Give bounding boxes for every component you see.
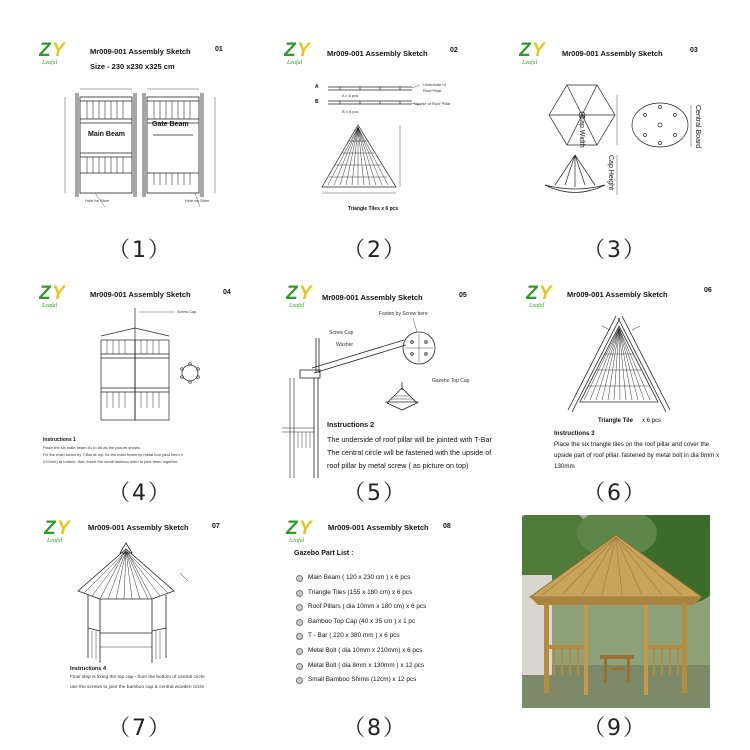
svg-text:Y: Y <box>52 283 65 304</box>
panel-7 <box>40 513 250 713</box>
main-beam-label: Main Beam <box>88 131 125 138</box>
sketch-title: Mr009-001 Assembly Sketch <box>328 523 429 532</box>
sketch-title: Mr009-001 Assembly Sketch <box>327 49 428 58</box>
instruction-line-1: Place the six triangle tiles on the roof pillar and cover the <box>554 441 710 448</box>
sketch-number: 07 <box>212 523 220 530</box>
sketch-title: Mr009-001 Assembly Sketch <box>562 49 663 58</box>
gazebo-photo <box>522 515 710 708</box>
central-board-label: Central Board <box>694 105 701 149</box>
caption-5: （5） <box>343 481 407 506</box>
sketch-title: Mr009-001 Assembly Sketch <box>90 290 191 299</box>
list-item: Main Beam ( 120 x 230 cm ) x 6 pcs <box>296 571 426 586</box>
sketch-number: 05 <box>459 292 467 299</box>
svg-text:Y: Y <box>52 40 65 61</box>
instruction-line-1: Place the six main beam #1 to #6 as the picture shows. <box>43 445 141 450</box>
svg-text:Leafal: Leafal <box>42 60 58 65</box>
sketch-title: Mr009-001 Assembly Sketch <box>567 290 668 299</box>
screw-cap-label: Screw Cap <box>177 309 197 314</box>
washer-label: Washer <box>336 342 354 348</box>
svg-text:Leafal: Leafal <box>42 303 58 308</box>
a-count-label: A x 6 pcs <box>342 93 359 98</box>
list-item: Roof Pillars ( dia 10mm x 180 cm) x 6 pcs <box>296 600 426 615</box>
sketch-title: Mr009-001 Assembly Sketch <box>88 523 189 532</box>
svg-text:Z: Z <box>526 283 538 304</box>
instruction-line-3: 130mm <box>554 463 575 469</box>
fasten-by-screw-label: Fasten by Screw here <box>379 311 428 317</box>
instruction-line-2: use the screws to joint the bamboo cap & central wooden circle <box>70 685 205 690</box>
triangle-tiles-label: Triangle Tiles x 6 pcs <box>348 206 399 212</box>
svg-text:Leafal: Leafal <box>289 538 305 543</box>
panel-1 <box>35 35 245 235</box>
sketch-title: Mr009-001 Assembly Sketch <box>322 293 423 302</box>
zy-logo-icon <box>286 517 320 543</box>
caption-3: （3） <box>583 238 647 263</box>
sketch-number: 02 <box>450 47 458 54</box>
svg-text:Leafal: Leafal <box>289 303 305 308</box>
caption-4: （4） <box>108 481 172 506</box>
caption-7: （7） <box>108 716 172 741</box>
upside-label: Upside of Roof Pillar <box>414 101 451 106</box>
panel-6 <box>522 278 732 478</box>
sketch-title: Mr009-001 Assembly Sketch <box>90 47 191 56</box>
sketch-number: 01 <box>215 46 223 53</box>
label-a: A <box>315 84 319 90</box>
gazebo-top-cap-label: Gazebo Top Cap <box>432 378 470 384</box>
instruction-line-2: upside part of roof pillar. fastened by metal bolt in dia 8mm x <box>554 452 720 459</box>
instruction-line-2: Fix the main beam by T-Bar at top. fix the main beam by metal bolt (dia10mm x <box>43 452 183 457</box>
instructions-heading: Instructions 3 <box>554 430 595 437</box>
svg-text:Leafal: Leafal <box>287 60 303 65</box>
instruction-line-2: The central circle will be fastened with the upside of <box>327 448 492 457</box>
sketch-number: 06 <box>704 287 712 294</box>
list-item: Metal Bolt ( dia 8mm x 130mm ) x 12 pcs <box>296 659 426 674</box>
list-item: Triangle Tiles (155 x 180 cm) x 6 pcs <box>296 586 426 601</box>
svg-text:Z: Z <box>286 283 298 304</box>
instruction-line-3: roof pillar by metal screw ( as picture on top) <box>327 461 469 470</box>
hole-for-shim-right: Hole for Shim <box>185 198 210 203</box>
instructions-heading: Instructions 2 <box>327 420 375 429</box>
caption-8: （8） <box>343 716 407 741</box>
svg-text:Y: Y <box>297 40 310 61</box>
list-item: Bamboo Top Cap (40 x 35 cm ) x 1 pc <box>296 615 426 630</box>
svg-text:Z: Z <box>39 283 51 304</box>
parts-list <box>296 571 426 688</box>
roof-pillar-drawing <box>280 35 490 235</box>
roof-pillar-label: Roof Pillar <box>423 88 442 93</box>
instruction-line-1: Final step is fixing the top cap - from the bottom of central circle <box>70 675 205 680</box>
list-item: Small Bamboo Shims (12cm) x 12 pcs <box>296 673 426 688</box>
instructions-heading: Instructions 1 <box>43 437 76 443</box>
list-item: T - Bar ( 220 x 380 mm ) x 6 pcs <box>296 629 426 644</box>
panel-3 <box>515 35 725 235</box>
svg-text:Z: Z <box>39 40 51 61</box>
sketch-number: 08 <box>443 523 451 530</box>
panel-2 <box>280 35 490 235</box>
sketch-number: 04 <box>223 289 231 296</box>
svg-text:Y: Y <box>57 518 70 539</box>
caption-6: （6） <box>583 481 647 506</box>
svg-text:Z: Z <box>286 518 298 539</box>
panel-5 <box>282 278 492 478</box>
cap-width-label: Cap Width <box>578 115 585 148</box>
svg-text:Z: Z <box>519 40 531 61</box>
instruction-line-3: 210mm) at bottom. then insert the small bamboo shim to joint them together. <box>43 459 179 464</box>
screw-cap-label: Screw Cap <box>329 330 354 336</box>
parts-list-title: Gazebo Part List : <box>294 550 354 557</box>
panel-8 <box>282 513 492 713</box>
sketch-number: 03 <box>690 47 698 54</box>
svg-text:Leafal: Leafal <box>47 538 63 543</box>
hole-for-shim-left: Hole for Shim <box>85 198 110 203</box>
svg-text:Y: Y <box>539 283 552 304</box>
cap-height-label: Cap Height <box>607 155 614 191</box>
caption-2: （2） <box>343 238 407 263</box>
b-count-label: B x 6 pcs <box>342 109 359 114</box>
svg-text:Y: Y <box>299 518 312 539</box>
completed-gazebo-drawing <box>40 513 250 713</box>
gazebo-photo-illustration <box>522 515 710 708</box>
triangle-tile-label: Triangle Tile <box>598 418 633 424</box>
instructions-heading: Instructions 4 <box>70 666 107 672</box>
list-item: Metal Bolt ( dia 10mm x 210mm) x 6 pcs <box>296 644 426 659</box>
label-b: B <box>315 99 319 105</box>
svg-text:Y: Y <box>532 40 545 61</box>
caption-1: （1） <box>108 238 172 263</box>
svg-text:Z: Z <box>284 40 296 61</box>
triangle-tile-count: x 6 pcs <box>642 418 662 424</box>
size-label: Size - 230 x230 x325 cm <box>90 62 175 71</box>
svg-text:Y: Y <box>299 283 312 304</box>
caption-9: （9） <box>583 716 647 741</box>
svg-text:Leafal: Leafal <box>529 303 545 308</box>
main-beam-drawing <box>35 35 245 235</box>
panel-4 <box>35 278 245 478</box>
instruction-line-1: The underside of roof pillar will be jointed with T-Bar <box>327 435 492 444</box>
underside-label: Underside of <box>423 82 446 87</box>
svg-text:Leafal: Leafal <box>522 60 538 65</box>
svg-text:Z: Z <box>44 518 56 539</box>
gate-beam-label: Gate Beam <box>152 121 189 128</box>
